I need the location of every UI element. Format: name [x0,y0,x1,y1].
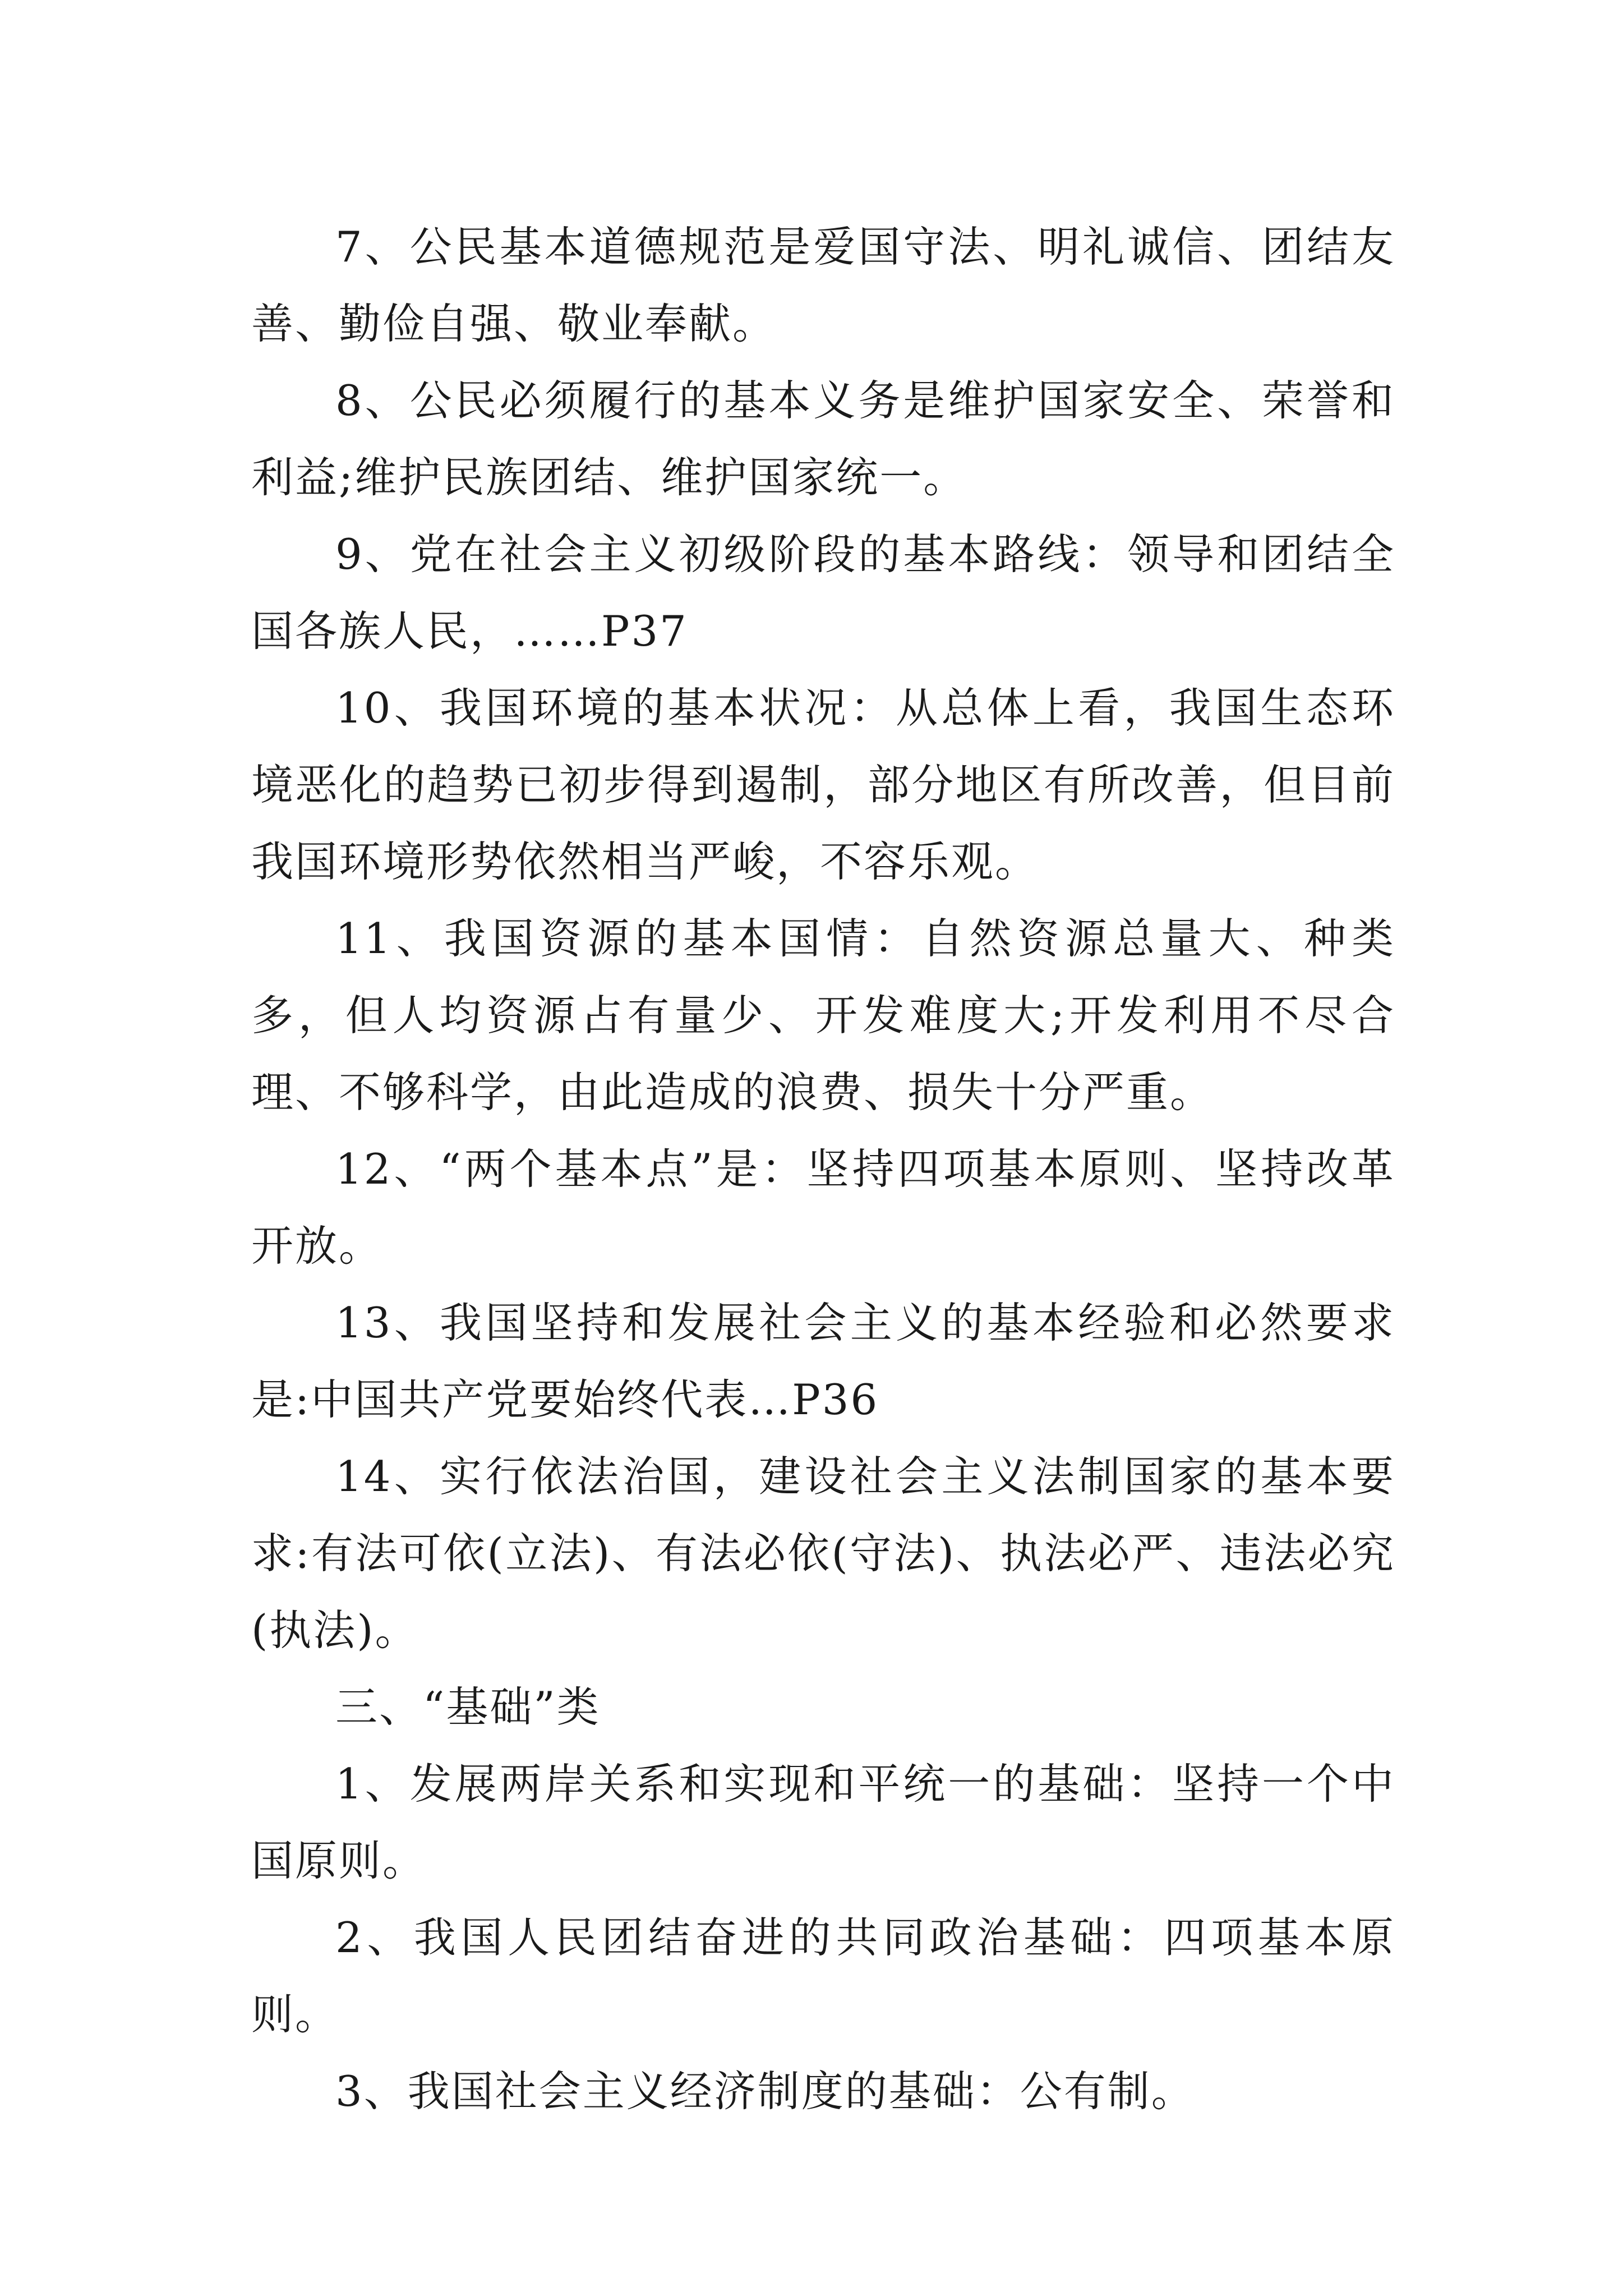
paragraph-item-13: 13、我国坚持和发展社会主义的基本经验和必然要求是:中国共产党要始终代表…P36 [251,1298,1395,1424]
paragraph-item-14: 14、实行依法治国，建设社会主义法制国家的基本要求:有法可依(立法)、有法必依(守法)、执法必严、违法必究(执法)。 [251,1452,1395,1655]
paragraph-item-10: 10、我国环境的基本状况：从总体上看，我国生态环境恶化的趋势已初步得到遏制，部分地区有所改善，但目前我国环境形势依然相当严峻，不容乐观。 [251,683,1395,886]
paragraph-item-11: 11、我国资源的基本国情：自然资源总量大、种类多，但人均资源占有量少、开发难度大;开发利用不尽合理、不够科学，由此造成的浪费、损失十分严重。 [251,914,1395,1117]
paragraph-item-8: 8、公民必须履行的基本义务是维护国家安全、荣誉和利益;维护民族团结、维护国家统一。 [251,376,1395,502]
foundation-item-3: 3、我国社会主义经济制度的基础：公有制。 [335,2067,1195,2116]
paragraph-item-12: 12、“两个基本点”是：坚持四项基本原则、坚持改革开放。 [251,1144,1395,1271]
foundation-item-2: 2、我国人民团结奋进的共同政治基础：四项基本原则。 [251,1913,1395,2039]
paragraph-item-9: 9、党在社会主义初级阶段的基本路线：领导和团结全国各族人民，……P37 [251,530,1395,656]
paragraph-item-7: 7、公民基本道德规范是爱国守法、明礼诚信、团结友善、勤俭自强、敬业奉献。 [251,222,1395,348]
foundation-item-1: 1、发展两岸关系和实现和平统一的基础：坚持一个中国原则。 [251,1759,1395,1885]
section-heading-foundation: 三、“基础”类 [335,1682,601,1732]
document-body [251,209,1395,2130]
